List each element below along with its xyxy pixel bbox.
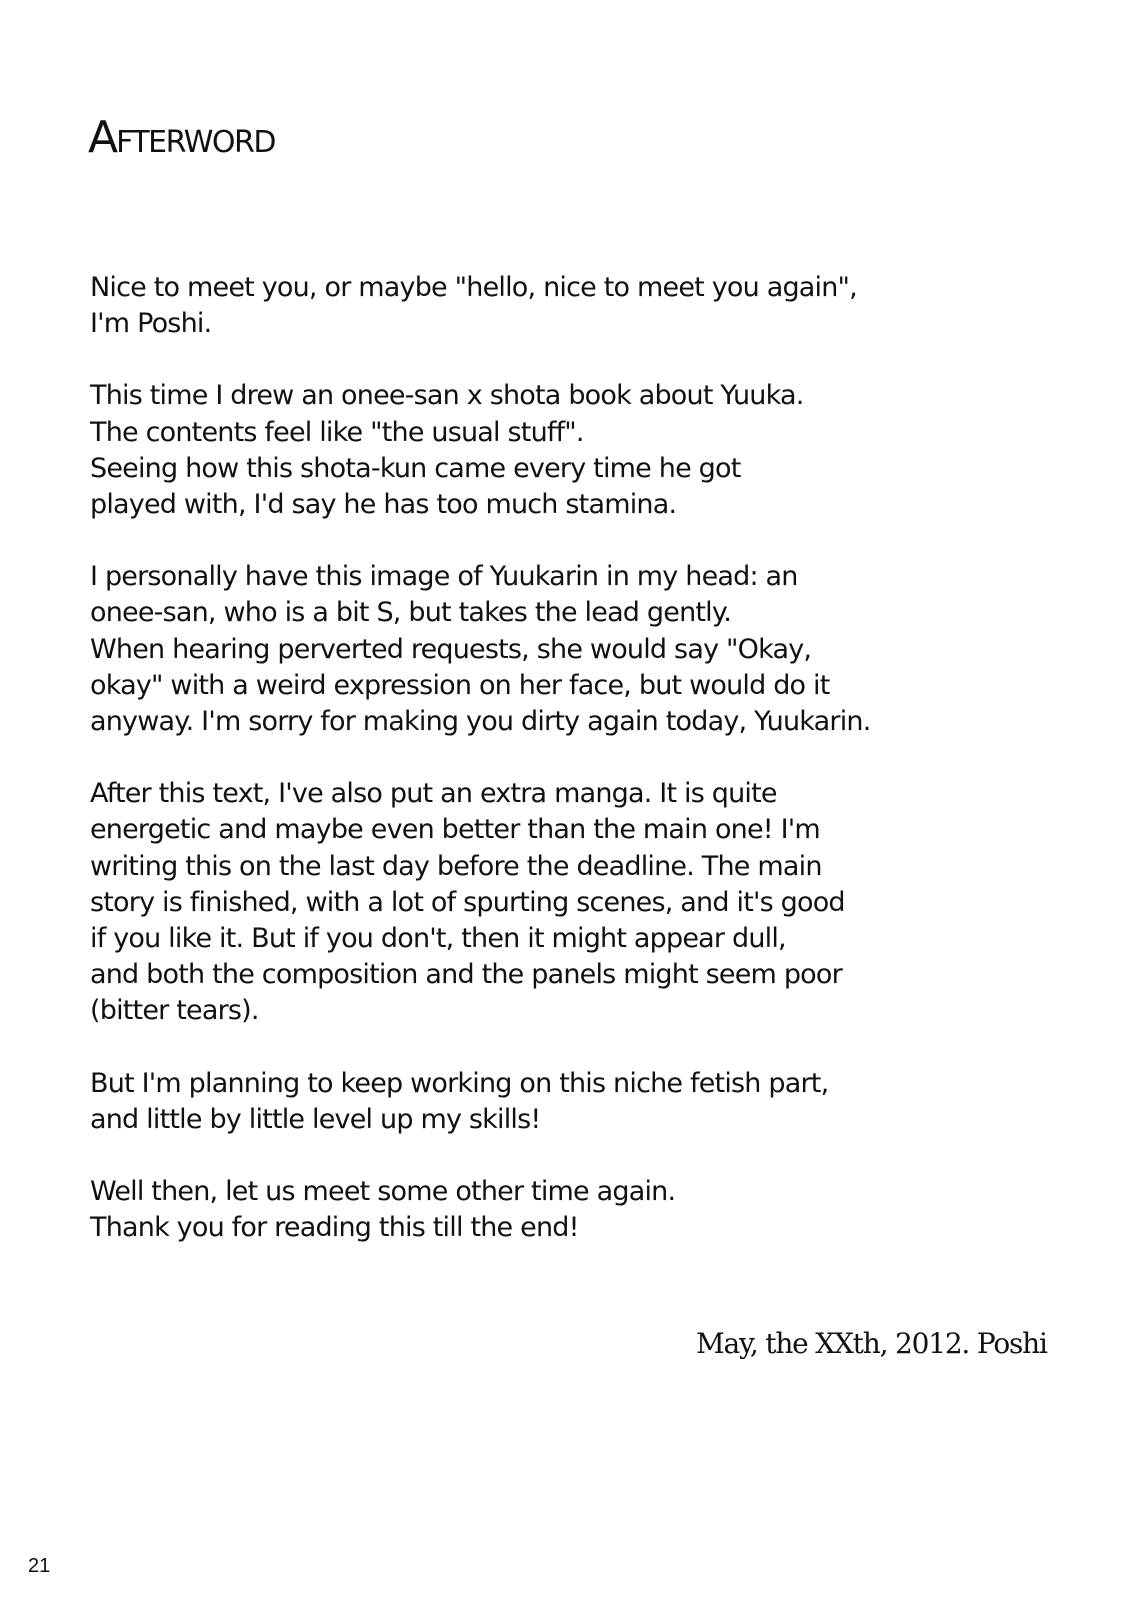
text-line: and both the composition and the panels might seem poor [90, 959, 842, 991]
page-title [88, 112, 275, 163]
paragraph [90, 559, 970, 740]
text-line: But I'm planning to keep working on this niche fetish part, [90, 1067, 829, 1099]
title-initial: A [88, 112, 117, 163]
afterword-body [90, 270, 970, 1282]
text-line: The contents feel like "the usual stuff". [90, 416, 584, 448]
title-rest: FTERWORD [116, 125, 275, 160]
text-line: (bitter tears). [90, 995, 259, 1027]
paragraph [90, 1066, 970, 1138]
text-line: played with, I'd say he has too much stamina. [90, 489, 677, 521]
text-line: energetic and maybe even better than the main one! I'm [90, 814, 820, 846]
text-line: Nice to meet you, or maybe "hello, nice to meet you again", [90, 272, 857, 303]
paragraph [90, 378, 970, 523]
text-line: and little by little level up my skills! [90, 1103, 541, 1135]
paragraph [90, 776, 970, 1029]
text-line: okay" with a weird expression on her face, but would do it [90, 669, 830, 701]
text-line: story is finished, with a lot of spurting scenes, and it's good [90, 886, 845, 918]
signature: May, the XXth, 2012. Poshi [696, 1327, 1047, 1360]
text-line: if you like it. But if you don't, then it might appear dull, [90, 923, 786, 955]
text-line: Seeing how this shota-kun came every time he got [90, 452, 741, 484]
paragraph [90, 1174, 970, 1246]
text-line: Well then, let us meet some other time again. [90, 1176, 676, 1208]
page-number: 21 [28, 1555, 51, 1577]
text-line: anyway. I'm sorry for making you dirty again today, Yuukarin. [90, 706, 871, 738]
text-line: When hearing perverted requests, she would say "Okay, [90, 633, 812, 665]
text-line: Thank you for reading this till the end! [90, 1212, 579, 1244]
text-line: I personally have this image of Yuukarin in my head: an [90, 561, 798, 593]
text-line: This time I drew an onee-san x shota book about Yuuka. [90, 380, 804, 412]
text-line: After this text, I've also put an extra manga. It is quite [90, 778, 777, 810]
text-line: I'm Poshi. [90, 308, 212, 340]
paragraph [90, 270, 970, 342]
text-line: writing this on the last day before the deadline. The main [90, 850, 822, 882]
text-line: onee-san, who is a bit S, but takes the lead gently. [90, 597, 731, 629]
